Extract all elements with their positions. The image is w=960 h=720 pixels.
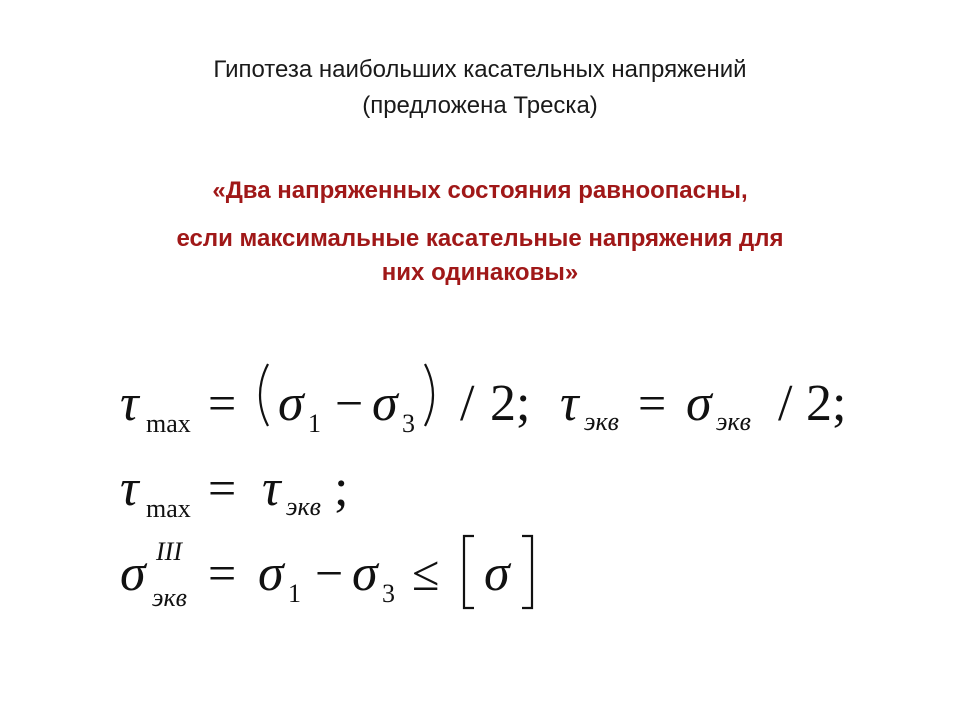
minus-sign: −: [315, 545, 344, 601]
subscript-1: 1: [308, 409, 321, 438]
right-bracket: [522, 536, 532, 608]
minus-sign: −: [335, 375, 364, 431]
two-semicolon: 2;: [806, 375, 847, 432]
sigma-symbol: σ: [258, 545, 284, 602]
equals-sign: =: [638, 375, 667, 431]
ekv-subscript: экв: [286, 492, 321, 521]
sigma-symbol: σ: [484, 545, 510, 602]
formula-equivalent-stress: [120, 536, 532, 612]
tau-symbol: τ: [262, 460, 281, 517]
less-or-equal-sign: ≤: [412, 545, 440, 601]
ekv-subscript: экв: [584, 407, 619, 436]
formula-tau-equality: [120, 460, 348, 523]
formulas-svg: [110, 350, 870, 630]
tau-symbol: τ: [120, 375, 139, 432]
equals-sign: =: [208, 375, 237, 431]
title-line-1: Гипотеза наибольших касательных напряжений: [213, 56, 747, 83]
sigma-symbol: σ: [686, 375, 712, 432]
two-semicolon: 2;: [490, 375, 531, 432]
ekv-subscript: экв: [716, 407, 751, 436]
quote-line-2: если максимальные касательные напряжения для: [176, 225, 784, 252]
sigma-symbol: σ: [352, 545, 378, 602]
semicolon: ;: [334, 460, 349, 517]
right-paren: [425, 364, 433, 426]
sigma-symbol: σ: [120, 545, 146, 602]
subscript-3: 3: [402, 409, 415, 438]
ekv-subscript: экв: [152, 583, 187, 612]
title-line-2: (предложена Треска): [362, 92, 598, 119]
superscript-III: III: [156, 537, 182, 566]
equals-sign: =: [208, 545, 237, 601]
tau-symbol: τ: [560, 375, 579, 432]
subscript-3: 3: [382, 579, 395, 608]
formula-block: [110, 350, 870, 630]
tau-symbol: τ: [120, 460, 139, 517]
formula-tau-max-definition: [120, 364, 846, 438]
sigma-symbol: σ: [372, 375, 398, 432]
max-subscript: max: [146, 409, 191, 438]
sigma-symbol: σ: [278, 375, 304, 432]
left-paren: [260, 364, 268, 426]
max-subscript: max: [146, 494, 191, 523]
subscript-1: 1: [288, 579, 301, 608]
quote-line-1: «Два напряженных состояния равноопасны,: [212, 177, 748, 204]
left-bracket: [464, 536, 474, 608]
slide-title: [0, 52, 960, 124]
quote-line-3: них одинаковы»: [381, 259, 579, 286]
equals-sign: =: [208, 460, 237, 516]
division-slash: /: [778, 375, 793, 432]
division-slash: /: [460, 375, 475, 432]
